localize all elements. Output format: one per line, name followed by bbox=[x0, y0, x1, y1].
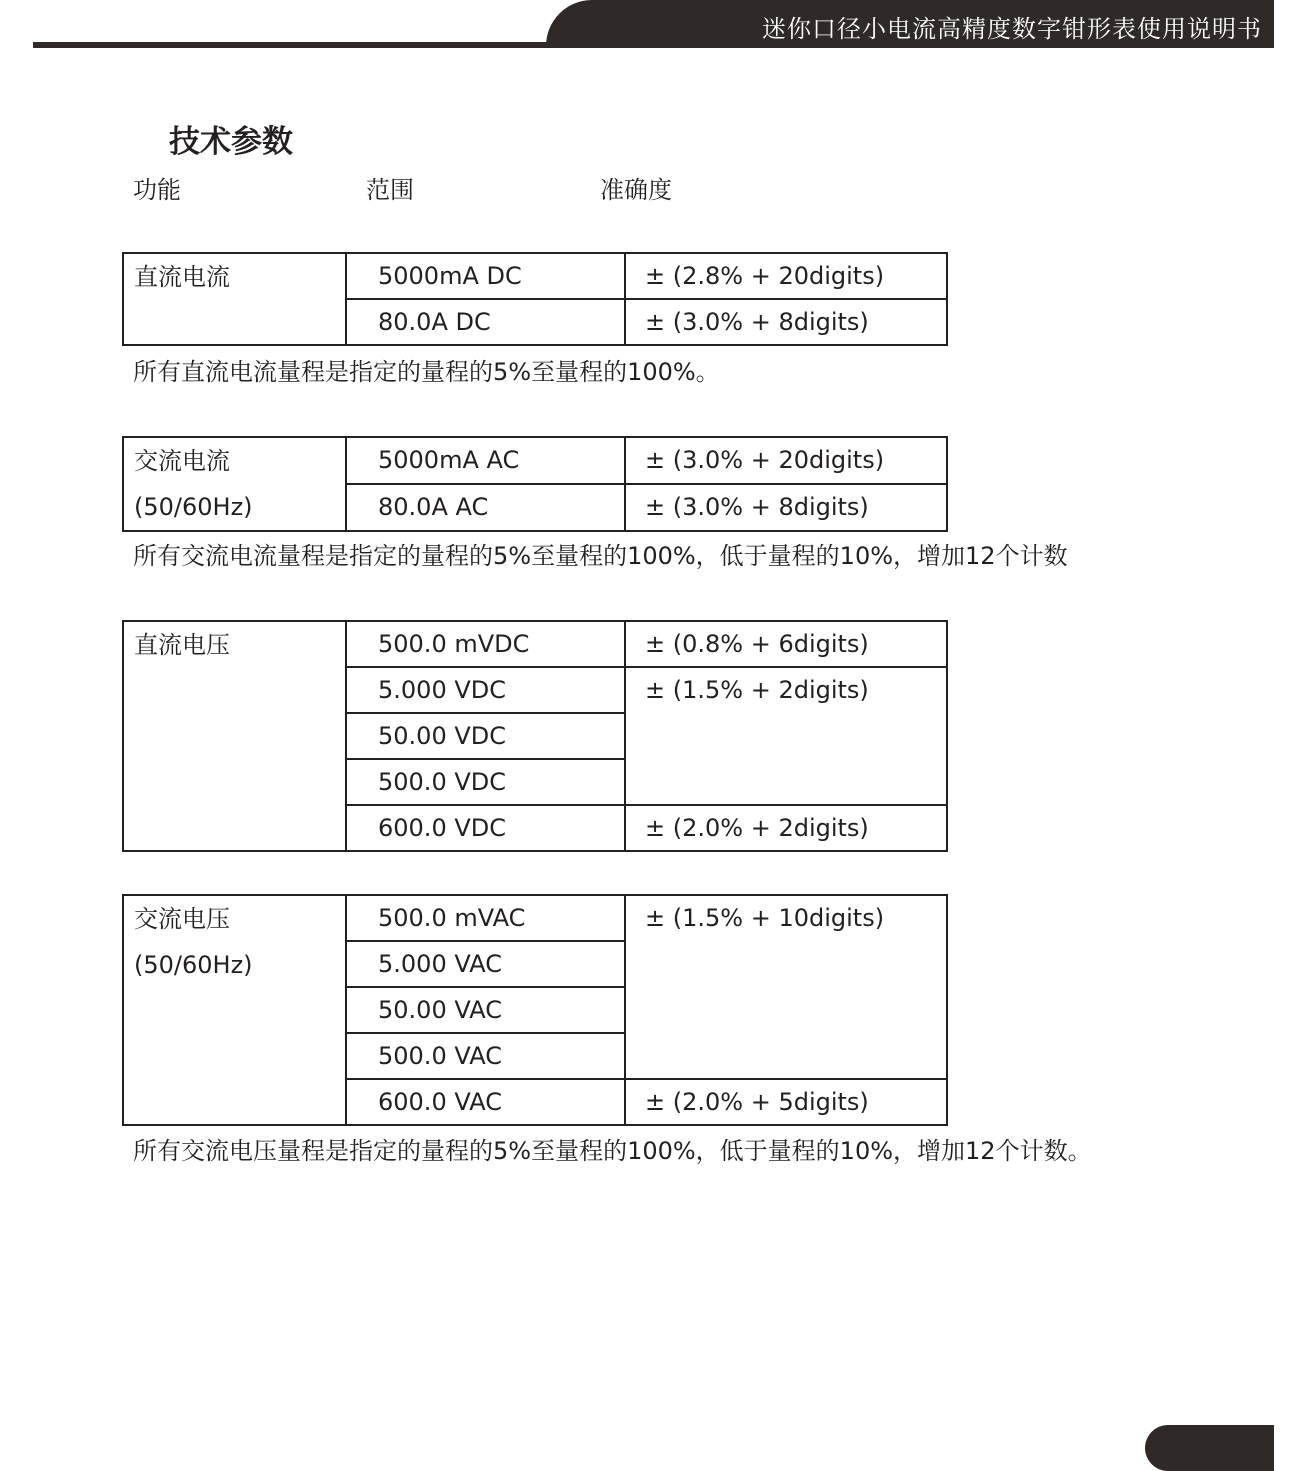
range-cell: 5000mA DC bbox=[346, 253, 625, 299]
range-cell: 500.0 mVDC bbox=[346, 621, 625, 667]
accuracy-cell: ± (3.0% + 8digits) bbox=[625, 299, 947, 345]
function-cell bbox=[123, 621, 346, 851]
document-title: 迷你口径小电流高精度数字钳形表使用说明书 bbox=[762, 15, 1262, 43]
accuracy-cell: ± (3.0% + 20digits) bbox=[625, 437, 947, 484]
range-cell: 80.0A AC bbox=[346, 484, 625, 531]
range-cell: 500.0 mVAC bbox=[346, 895, 625, 941]
column-heading-accuracy: 准确度 bbox=[600, 176, 672, 204]
table-row bbox=[123, 437, 947, 484]
range-cell: 50.00 VAC bbox=[346, 987, 625, 1033]
function-cell bbox=[123, 895, 346, 1125]
range-cell: 5.000 VDC bbox=[346, 667, 625, 713]
function-cell bbox=[123, 437, 346, 531]
accuracy-cell: ± (1.5% + 10digits) bbox=[625, 895, 947, 1079]
accuracy-cell: ± (0.8% + 6digits) bbox=[625, 621, 947, 667]
header-tab bbox=[546, 0, 1274, 47]
function-label: 交流电流 bbox=[134, 447, 230, 475]
range-cell: 500.0 VDC bbox=[346, 759, 625, 805]
accuracy-cell: ± (1.5% + 2digits) bbox=[625, 667, 947, 805]
accuracy-cell: ± (2.0% + 5digits) bbox=[625, 1079, 947, 1125]
range-cell: 50.00 VDC bbox=[346, 713, 625, 759]
accuracy-cell: ± (2.0% + 2digits) bbox=[625, 805, 947, 851]
ac-voltage-table bbox=[122, 894, 948, 1126]
dc-current-table bbox=[122, 252, 948, 346]
range-cell: 5000mA AC bbox=[346, 437, 625, 484]
table-row bbox=[123, 253, 947, 299]
accuracy-cell: ± (2.8% + 20digits) bbox=[625, 253, 947, 299]
range-cell: 600.0 VAC bbox=[346, 1079, 625, 1125]
function-frequency: (50/60Hz) bbox=[134, 493, 253, 521]
ac-voltage-note: 所有交流电压量程是指定的量程的5%至量程的100%，低于量程的10%，增加12个计数。 bbox=[133, 1137, 1092, 1165]
range-cell: 5.000 VAC bbox=[346, 941, 625, 987]
section-title: 技术参数 bbox=[169, 124, 293, 160]
function-label: 交流电压 bbox=[134, 905, 230, 933]
function-label: 直流电流 bbox=[134, 263, 230, 291]
column-heading-function: 功能 bbox=[133, 176, 181, 204]
accuracy-cell: ± (3.0% + 8digits) bbox=[625, 484, 947, 531]
function-label: 直流电压 bbox=[134, 631, 230, 659]
table-row bbox=[123, 895, 947, 941]
table-row bbox=[123, 621, 947, 667]
function-cell bbox=[123, 253, 346, 345]
ac-current-table bbox=[122, 436, 948, 532]
dc-voltage-table bbox=[122, 620, 948, 852]
ac-current-note: 所有交流电流量程是指定的量程的5%至量程的100%，低于量程的10%，增加12个计数 bbox=[133, 542, 1068, 570]
range-cell: 600.0 VDC bbox=[346, 805, 625, 851]
range-cell: 80.0A DC bbox=[346, 299, 625, 345]
column-heading-range: 范围 bbox=[366, 176, 414, 204]
dc-current-note: 所有直流电流量程是指定的量程的5%至量程的100%。 bbox=[133, 358, 720, 386]
page-number-tab bbox=[1145, 1425, 1274, 1471]
function-frequency: (50/60Hz) bbox=[134, 951, 253, 979]
range-cell: 500.0 VAC bbox=[346, 1033, 625, 1079]
